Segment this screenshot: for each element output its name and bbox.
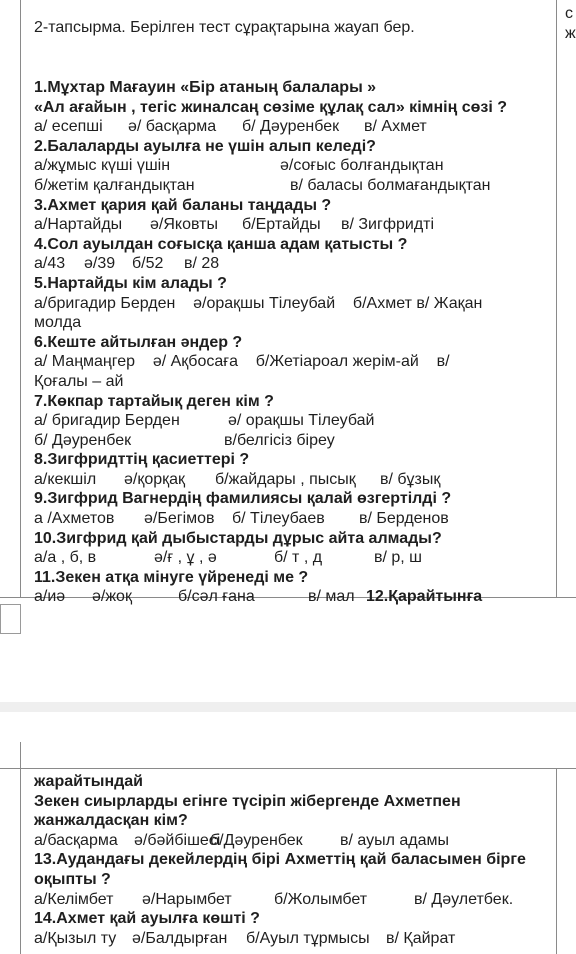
option-a: а/ бригадир Берден [34, 412, 180, 430]
side-text-1: с [565, 5, 573, 22]
option-a: а/Қызыл ту [34, 929, 117, 947]
option-b: б/ Дәуренбек [242, 118, 340, 136]
option-a: а/Нартайды [34, 216, 123, 234]
option-v: в/ р, ш [374, 549, 423, 567]
option-v: в/ мал [308, 588, 355, 606]
question-7-options-row1 [34, 411, 534, 431]
option-v: в/ Қайрат [386, 929, 456, 947]
question-5-title: 5.Нартайды кім алады ? [34, 274, 227, 292]
question-10-options [34, 548, 534, 568]
question-7-title: 7.Көкпар тартайық деген кім ? [34, 392, 274, 410]
option-v: в/ ауыл адамы [340, 831, 450, 849]
option-b: б/ т , д [274, 549, 323, 567]
page-gap [0, 702, 576, 712]
option-ae: ә/бәйбішесі [134, 831, 221, 849]
question-13-title: 13.Аудандағы декейлердің бірі Ахметтің қай баласымен бірге оқыпты ? [34, 851, 526, 888]
option-v: в/ Зигфридті [341, 216, 435, 234]
page-right-border [556, 0, 557, 597]
next-page-corner [0, 604, 21, 634]
question-13-options [34, 890, 534, 910]
question-7-options-row2 [34, 431, 534, 451]
option-ae: ә/Балдырған [132, 929, 228, 947]
option-v: в/белгісіз біреу [224, 431, 335, 449]
question-1-options [34, 117, 534, 137]
question-2-options-row1 [34, 156, 534, 176]
option-v: в/ 28 [184, 255, 220, 273]
question-4-options [34, 254, 534, 274]
question-5-options: а/бригадир Берден ә/орақшы Тілеубай б/Ахмет в/ Жақан молда [34, 294, 487, 332]
option-b: б/Жолымбет [274, 890, 368, 908]
option-b: б/Ертайды [242, 216, 321, 234]
option-v: в/ Берденов [359, 510, 449, 528]
question-14-options [34, 929, 534, 949]
option-v: в/ баласы болмағандықтан [290, 176, 491, 194]
question-8-options [34, 470, 534, 490]
option-v: в/ Ахмет [364, 118, 427, 136]
question-12-options [34, 831, 534, 851]
option-ae: ә/қорқақ [124, 470, 186, 488]
option-v: в/ бұзық [380, 470, 441, 488]
instruction: 2-тапсырма. Берілген тест сұрақтарына жауап бер. [34, 19, 415, 36]
page2-right-border [556, 768, 557, 954]
option-ae: ә/Яковты [150, 216, 218, 234]
question-2-title: 2.Балаларды ауылға не үшін алып келеді? [34, 137, 376, 155]
option-a: а/43 [34, 255, 66, 273]
option-ae: ә/жоқ [92, 588, 132, 606]
question-1-title-quote: «Ал ағайын , тегіс жиналсаң сөзіме құлақ сал» кімнің сөзі ? [34, 98, 507, 116]
question-9-options [34, 509, 534, 529]
test-questions [34, 78, 534, 607]
option-a: а/иә [34, 588, 66, 606]
option-a: а /Ахметов [34, 510, 115, 528]
question-11-options [34, 587, 534, 607]
page2-top-border [0, 768, 576, 769]
question-1-title: 1.Мұхтар Мағауин «Бір атаның балалары » [34, 79, 377, 96]
question-3-title: 3.Ахмет қария қай баланы таңдады ? [34, 196, 332, 214]
question-3-options [34, 215, 534, 235]
option-a: а/кекшіл [34, 470, 97, 488]
option-a: а/ есепші [34, 118, 103, 136]
option-a: а/басқарма [34, 831, 118, 849]
question-12-title: Зекен сиырларды егінге түсіріп жібергенде Ахметпен жанжалдасқан кім? [34, 792, 461, 830]
option-ae: ә/ғ , ұ , ә [154, 549, 217, 567]
option-ae: ә/ басқарма [128, 118, 217, 136]
option-ae: ә/Бегімов [144, 510, 215, 528]
side-text-2: ж [565, 25, 576, 42]
option-b: б/52 [132, 255, 164, 273]
page-left-border [20, 0, 21, 597]
question-11-title: 11.Зекен атқа мінуге үйренеді ме ? [34, 568, 309, 586]
option-a: а/а , б, в [34, 549, 97, 567]
question-12-continued: жарайтындай [34, 773, 143, 790]
test-questions-continued [34, 772, 534, 948]
option-b: б/жайдары , пысық [215, 470, 356, 488]
option-b: б/ Дәуренбек [34, 431, 132, 449]
question-2-options-row2 [34, 176, 534, 196]
option-ae: ә/ орақшы Тілеубай [228, 412, 375, 430]
question-6-options: а/ Маңмаңгер ә/ Ақбосаға б/Жетіароал жерім-ай в/ Қоғалы – ай [34, 353, 454, 390]
option-b: б/Ауыл тұрмысы [246, 929, 370, 947]
question-9-title: 9.Зигфрид Вагнердің фамилиясы қалай өзгертілді ? [34, 490, 452, 508]
page2-left-border [20, 742, 21, 954]
option-b: б/сәл ғана [178, 588, 255, 606]
question-14-title: 14.Ахмет қай ауылға көшті ? [34, 910, 260, 928]
option-ae: ә/соғыс болғандықтан [280, 157, 444, 175]
option-b: б/Дәуренбек [210, 831, 303, 849]
question-12-start: 12.Қарайтынға [366, 588, 483, 606]
option-a: а/Келімбет [34, 890, 114, 908]
option-ae: ә/39 [84, 255, 116, 273]
option-ae: ә/Нарымбет [142, 890, 232, 908]
question-6-title: 6.Кеште айтылған әндер ? [34, 333, 243, 351]
question-8-title: 8.Зигфридттің қасиеттері ? [34, 451, 250, 469]
option-v: в/ Дәулетбек. [414, 890, 514, 908]
option-a: а/жұмыс күші үшін [34, 157, 171, 175]
option-b: б/ Тілеубаев [232, 510, 325, 528]
question-10-title: 10.Зигфрид қай дыбыстарды дұрыс айта алмады? [34, 529, 442, 547]
question-4-title: 4.Сол ауылдан соғысқа қанша адам қатысты ? [34, 235, 408, 253]
option-b: б/жетім қалғандықтан [34, 176, 195, 194]
